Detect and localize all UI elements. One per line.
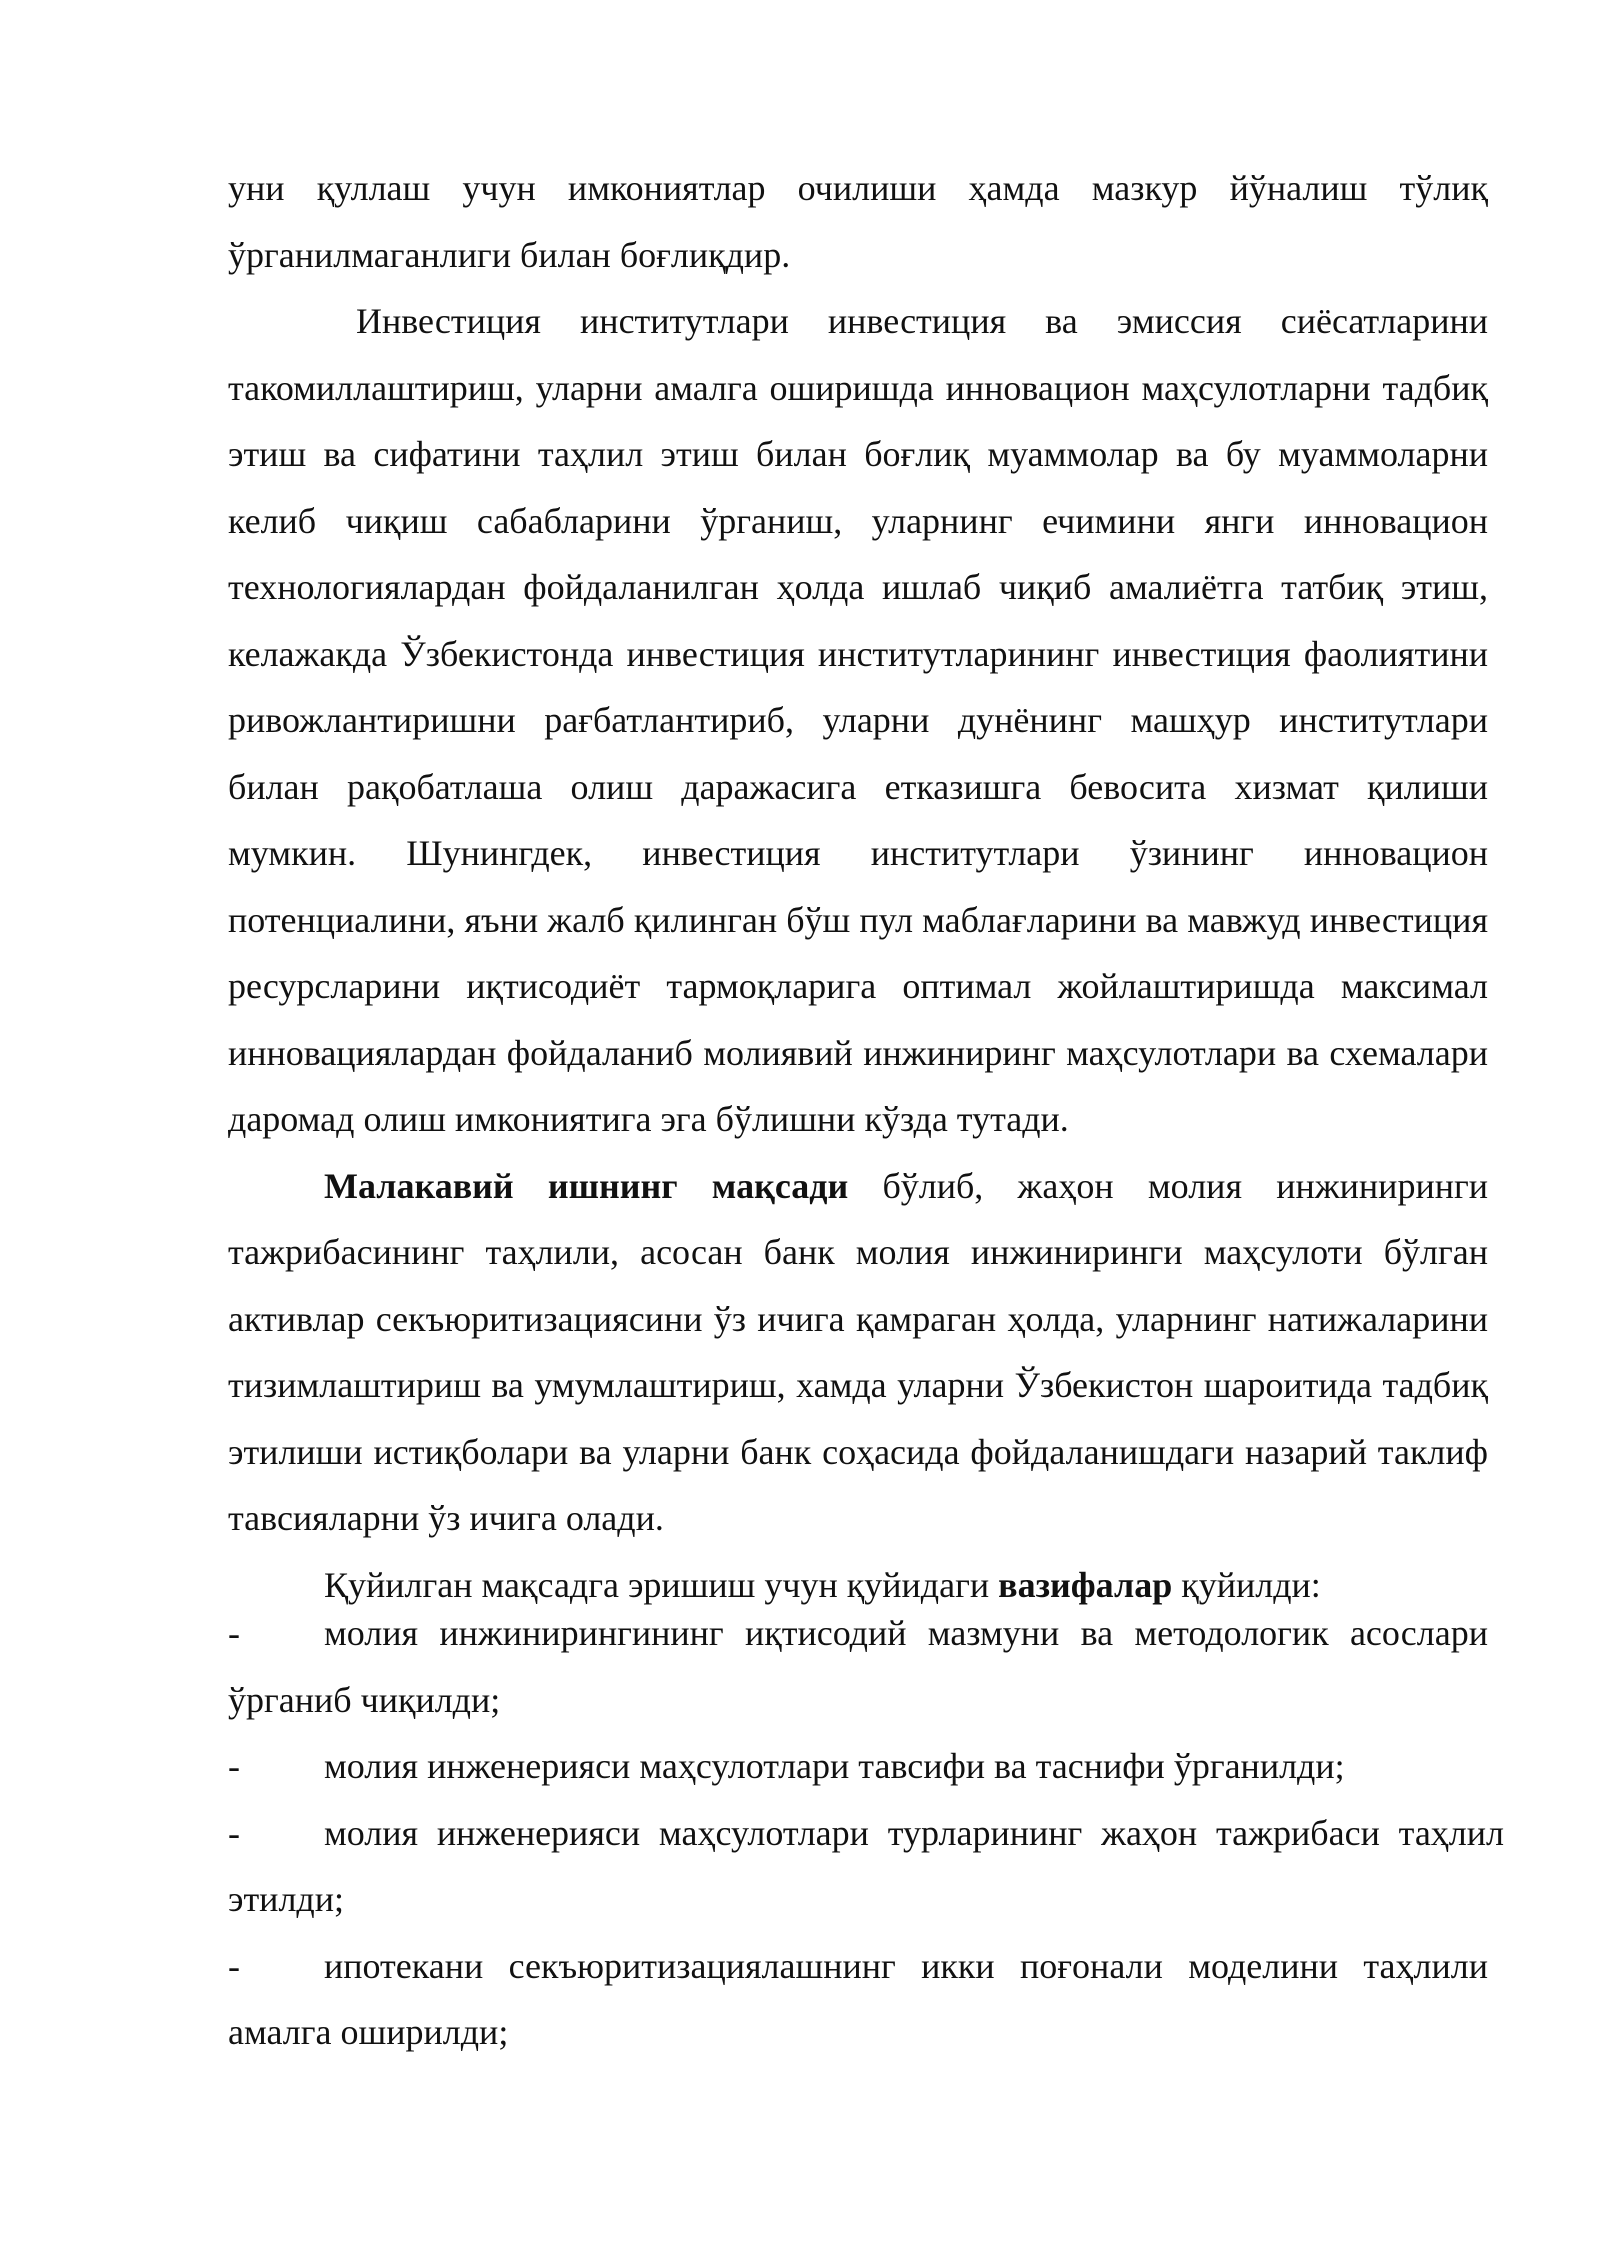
tasks-keyword-bold: вазифалар <box>998 1564 1173 1605</box>
goal-heading-bold: Малакавий ишнинг мақсади <box>324 1165 849 1206</box>
paragraph-continuation: уни қуллаш учун имкониятлар очилиши ҳамда мазкур йўналиш тўлиқ ўрганилмаганлиги билан боғлиқдир. <box>228 168 1488 275</box>
paragraph-goal <box>228 1153 1488 1552</box>
paragraph-investment-institutions: Инвестиция институтлари инвестиция ва эмиссия сиёсатларини такомиллаштириш, уларни амалга оширишда инновацион маҳсулотларни тадбиқ этиш ва сифатини таҳлил этиш билан боғлиқ муаммолар ва бу муаммоларни келиб чиқиш сабабларини ўрганиш, уларнинг ечимини янги инновацион технологиялардан фойдаланилган ҳолда ишлаб чиқиб амалиётга татбиқ этиш, келажакда Ўзбекистонда инвестиция институтларининг инвестиция фаолиятини ривожлантиришни рағбатлантириб, уларни дунёнинг машҳур институтлари билан рақобатлаша олиш даражасига етказишга бевосита хизмат қилиши мумкин. Шунингдек, инвестиция институтлари ўзининг инновацион потенциалини, яъни жалб қилинган бўш пул маблағларини ва мавжуд инвестиция ресурсларини иқтисодиёт тармоқларига оптимал жойлаштиришда максимал инновациялардан фойдаланиб молиявий инжиниринг маҳсулотлари ва схемалари даромад олиш имкониятига эга бўлишни кўзда тутади. <box>228 301 1488 1139</box>
list-dash: - <box>228 1746 240 1786</box>
list-item <box>228 1933 1488 2066</box>
list-dash: - <box>228 1945 240 1986</box>
list-item-text: молия инженерияси маҳсулотлари турларининг жаҳон тажрибаси таҳлил этилди; <box>228 1812 1504 1919</box>
list-dash: - <box>228 1812 240 1853</box>
tasks-intro-end: қуйилди: <box>1172 1564 1321 1605</box>
list-item <box>228 1800 1504 1933</box>
goal-text: бўлиб, жаҳон молия инжиниринги тажрибасининг таҳлили, асосан банк молия инжиниринги маҳсулоти бўлган активлар секъюритизациясини ўз ичига қамраган ҳолда, уларнинг натижаларини тизимлаштириш ва умумлаштириш, хамда уларни Ўзбекистон шароитида тадбиқ этилиши истиқболари ва уларни банк соҳасида фойдаланишдаги назарий таклиф тавсияларни ўз ичига олади. <box>228 1165 1489 1538</box>
tasks-intro-text: Қуйилган мақсадга эришиш учун қуйидаги <box>324 1564 999 1605</box>
list-item-text: ипотекани секъюритизациялашнинг икки поғонали моделини таҳлили амалга оширилди; <box>228 1945 1488 2052</box>
document-page <box>228 155 1504 2066</box>
list-item <box>228 1733 1488 1800</box>
list-dash: - <box>228 1613 240 1653</box>
list-item-text: молия инжинирингининг иқтисодий мазмуни ва методологик асослари ўрганиб чиқилди; <box>228 1613 1488 1720</box>
list-item-text: молия инженерияси маҳсулотлари тавсифи ва таснифи ўрганилди; <box>324 1746 1345 1786</box>
list-item <box>228 1600 1488 1733</box>
